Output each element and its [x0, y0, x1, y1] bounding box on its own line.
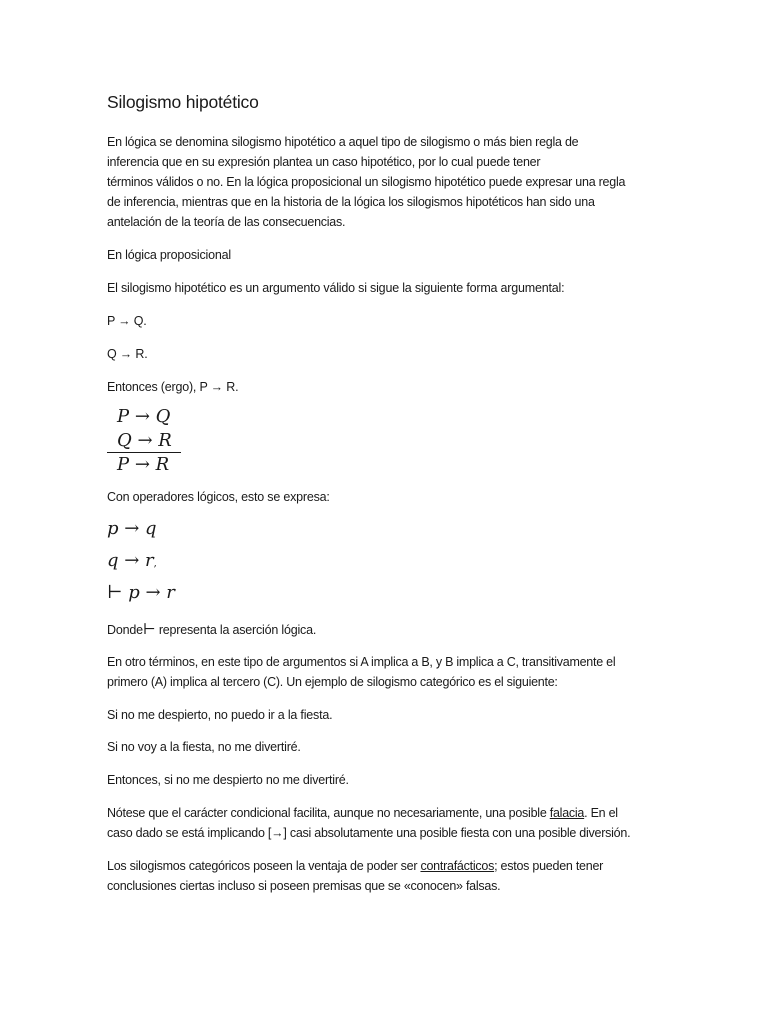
page-title: Silogismo hipotético	[107, 92, 259, 112]
donde-line	[107, 619, 316, 640]
operators-intro: Con operadores lógicos, esto se expresa:	[107, 490, 330, 504]
logic-line-3-wrap	[107, 582, 175, 603]
logic-line-1: p → q	[107, 518, 157, 539]
logic-line-2-mark: ,	[153, 558, 157, 569]
silogismos-text: ; estos pueden tener	[494, 859, 604, 873]
intro-line: inferencia que en su expresión plantea un caso hipotético, por lo cual puede tener	[107, 155, 541, 169]
contrafacticos-link[interactable]: contrafácticos	[420, 859, 495, 873]
otro-line: En otro términos, en este tipo de argumentos si A implica a B, y B implica a C, transitivamente el	[107, 655, 616, 669]
silogismos-text: Los silogismos categóricos poseen la ventaja de poder ser	[107, 859, 421, 873]
turnstile-icon: ⊢	[142, 620, 156, 638]
silogismos-paragraph	[107, 856, 667, 896]
intro-line: En lógica se denomina silogismo hipotético a aquel tipo de silogismo o más bien regla de	[107, 135, 579, 149]
premise-2: Q → R.	[107, 347, 148, 361]
conclusion: Entonces (ergo), P → R.	[107, 380, 239, 394]
example-3: Entonces, si no me despierto no me divertiré.	[107, 773, 349, 787]
fraction-row-1: P → Q	[117, 406, 171, 427]
fraction-row-3: P → R	[117, 454, 170, 475]
fraction-row-2: Q → R	[117, 430, 172, 451]
subheading: En lógica proposicional	[107, 248, 231, 262]
notese-line-2: caso dado se está implicando [→] casi absolutamente una posible fiesta con una posible diversión.	[107, 826, 631, 840]
silogismos-line-1	[107, 856, 667, 876]
donde-suffix: representa la aserción lógica.	[158, 623, 317, 637]
turnstile-icon: ⊢	[107, 582, 123, 603]
otro-paragraph	[107, 652, 667, 692]
logic-line-3: p → r	[128, 582, 175, 603]
notese-text: . En el	[584, 806, 618, 820]
notese-text: Nótese que el carácter condicional facilita, aunque no necesariamente, una posible	[107, 806, 550, 820]
intro-line: antelación de la teoría de las consecuencias.	[107, 215, 346, 229]
form-intro: El silogismo hipotético es un argumento válido si sigue la siguiente forma argumental:	[107, 281, 565, 295]
intro-line: términos válidos o no. En la lógica proposicional un silogismo hipotético puede expresar una regla	[107, 175, 626, 189]
notese-line-1	[107, 803, 667, 823]
otro-line: primero (A) implica al tercero (C). Un ejemplo de silogismo categórico es el siguiente:	[107, 675, 558, 689]
fraction-bar	[107, 452, 181, 453]
intro-paragraph	[107, 132, 667, 232]
notese-paragraph	[107, 803, 667, 843]
example-1: Si no me despierto, no puedo ir a la fiesta.	[107, 708, 333, 722]
donde-prefix: Donde	[107, 623, 143, 637]
logic-line-2: q → r	[107, 550, 154, 571]
silogismos-line-2: conclusiones ciertas incluso si poseen premisas que se «conocen» falsas.	[107, 879, 501, 893]
premise-1: P → Q.	[107, 314, 147, 328]
example-2: Si no voy a la fiesta, no me divertiré.	[107, 740, 301, 754]
falacia-link[interactable]: falacia	[549, 806, 585, 820]
logic-line-2-wrap	[107, 550, 157, 571]
intro-line: de inferencia, mientras que en la historia de la lógica los silogismos hipotéticos han sido una	[107, 195, 595, 209]
